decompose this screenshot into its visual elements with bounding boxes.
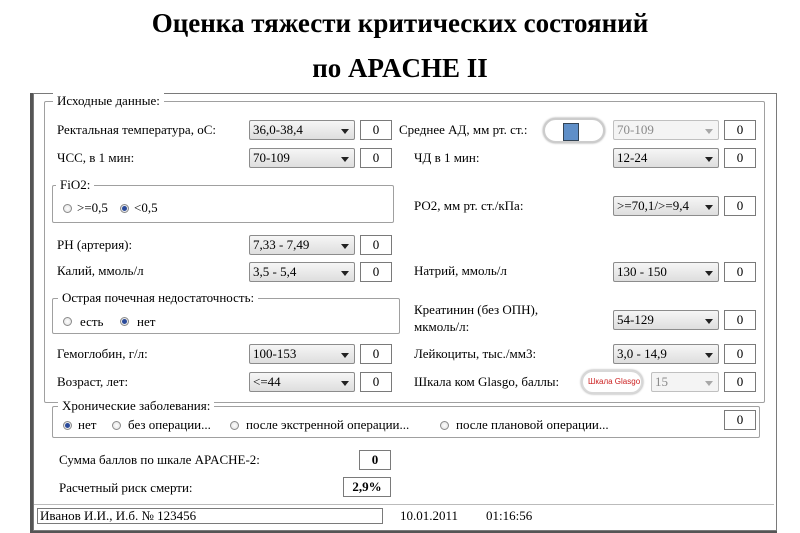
arf-radio-no[interactable] [120, 317, 129, 326]
po2-label: РО2, мм рт. ст./кПа: [414, 198, 524, 213]
chevron-down-icon [341, 129, 349, 134]
hemoglobin-select[interactable]: 100-153 [249, 344, 355, 364]
creatinine-select[interactable]: 54-129 [613, 310, 719, 330]
rr-label: ЧД в 1 мин: [414, 150, 480, 165]
arf-group [52, 290, 400, 334]
chronic-score: 0 [724, 410, 756, 430]
status-time: 01:16:56 [486, 508, 533, 523]
chevron-down-icon [341, 353, 349, 358]
chevron-down-icon [705, 205, 713, 210]
fio2-opt2-label: <0,5 [134, 200, 158, 215]
slide-subtitle: по APACHE II [312, 53, 488, 83]
glasgow-label: Шкала ком Glasgo, баллы: [414, 374, 560, 389]
chevron-down-icon [705, 157, 713, 162]
chronic-radio-emergency[interactable] [230, 421, 239, 430]
glasgow-select[interactable]: 15 [651, 372, 719, 392]
hr-score: 0 [360, 148, 392, 168]
glasgow-score: 0 [724, 372, 756, 392]
rectal-temp-select[interactable]: 36,0-38,4 [249, 120, 355, 140]
fio2-radio-lt05[interactable] [120, 204, 129, 213]
age-select[interactable]: <=44 [249, 372, 355, 392]
leukocytes-score: 0 [724, 344, 756, 364]
rectal-temp-score: 0 [360, 120, 392, 140]
chronic-radio-none[interactable] [63, 421, 72, 430]
potassium-label: Калий, ммоль/л [57, 263, 144, 278]
chronic-opt2-label: без операции... [128, 417, 211, 432]
hr-label: ЧСС, в 1 мин: [57, 150, 135, 165]
rr-score: 0 [724, 148, 756, 168]
sodium-score: 0 [724, 262, 756, 282]
status-date: 10.01.2011 [400, 508, 459, 523]
chronic-radio-planned[interactable] [440, 421, 449, 430]
map-label: Среднее АД, мм рт. ст.: [399, 122, 528, 137]
status-bar [34, 504, 774, 527]
hemoglobin-label: Гемоглобин, г/л: [57, 346, 148, 361]
chronic-opt1-label: нет [78, 417, 97, 432]
death-risk-value: 2,9% [343, 477, 391, 497]
ph-select[interactable]: 7,33 - 7,49 [249, 235, 355, 255]
chevron-down-icon [341, 157, 349, 162]
fio2-opt1-label: >=0,5 [77, 200, 108, 215]
leukocytes-select[interactable]: 3,0 - 14,9 [613, 344, 719, 364]
chevron-down-icon [341, 381, 349, 386]
fio2-legend: FiO2: [56, 177, 94, 193]
po2-select[interactable]: >=70,1/>=9,4 [613, 196, 719, 216]
leukocytes-label: Лейкоциты, тыс./мм3: [414, 346, 537, 361]
creatinine-label-line2: мкмоль/л: [414, 319, 470, 334]
rr-select[interactable]: 12-24 [613, 148, 719, 168]
glasgow-button-label: Шкала Glasgo [588, 377, 641, 386]
chevron-down-icon [705, 271, 713, 276]
apache-window [33, 93, 777, 531]
arf-opt2-label: нет [137, 314, 156, 329]
creatinine-label-line1: Креатинин (без ОПН), [414, 302, 539, 317]
chronic-opt4-label: после плановой операции... [456, 417, 609, 432]
potassium-score: 0 [360, 262, 392, 282]
apache-sum-label: Сумма баллов по шкале APACHE-2: [59, 452, 260, 467]
chevron-down-icon [341, 244, 349, 249]
patient-field: Иванов И.И., И.б. № 123456 [37, 508, 383, 524]
death-risk-label: Расчетный риск смерти: [59, 480, 193, 495]
chevron-down-icon [341, 271, 349, 276]
arf-opt1-label: есть [80, 314, 104, 329]
chronic-legend: Хронические заболевания: [58, 398, 214, 414]
ph-score: 0 [360, 235, 392, 255]
chevron-down-icon [705, 129, 713, 134]
chronic-radio-no-surgery[interactable] [112, 421, 121, 430]
sodium-label: Натрий, ммоль/л [414, 263, 507, 278]
map-calc-button[interactable] [543, 118, 605, 143]
map-select[interactable]: 70-109 [613, 120, 719, 140]
chronic-opt3-label: после экстренной операции... [246, 417, 410, 432]
chevron-down-icon [705, 353, 713, 358]
fio2-radio-ge05[interactable] [63, 204, 72, 213]
chevron-down-icon [705, 381, 713, 386]
age-label: Возраст, лет: [57, 374, 129, 389]
potassium-select[interactable]: 3,5 - 5,4 [249, 262, 355, 282]
slide-title: Оценка тяжести критических состояний [151, 8, 649, 38]
arf-radio-yes[interactable] [63, 317, 72, 326]
apache-sum-value: 0 [359, 450, 391, 470]
initial-data-legend: Исходные данные: [53, 93, 164, 109]
glasgow-button[interactable] [581, 370, 643, 394]
hemoglobin-score: 0 [360, 344, 392, 364]
chevron-down-icon [705, 319, 713, 324]
age-score: 0 [360, 372, 392, 392]
sodium-select[interactable]: 130 - 150 [613, 262, 719, 282]
hr-select[interactable]: 70-109 [249, 148, 355, 168]
ph-label: РН (артерия): [57, 237, 133, 252]
po2-score: 0 [724, 196, 756, 216]
creatinine-score: 0 [724, 310, 756, 330]
rectal-temp-label: Ректальная температура, оС: [57, 122, 216, 137]
arf-legend: Острая почечная недостаточность: [58, 290, 258, 306]
calculator-icon [563, 123, 579, 141]
map-score: 0 [724, 120, 756, 140]
